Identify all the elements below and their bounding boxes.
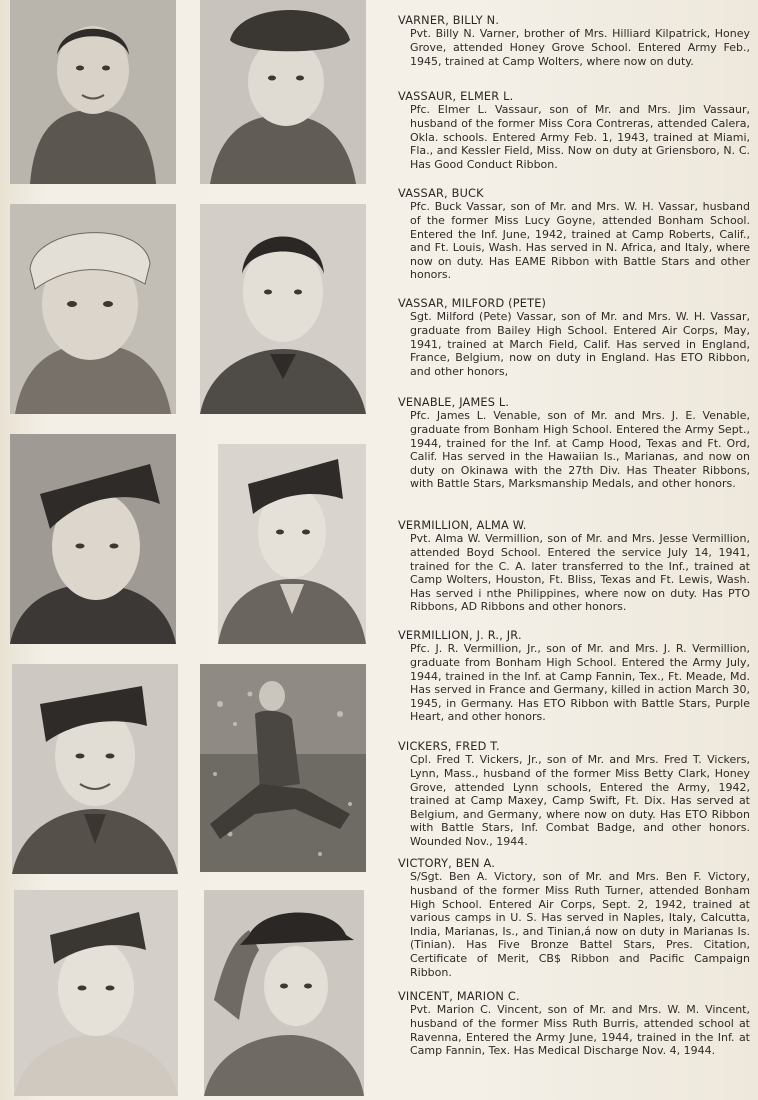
entry-vickers xyxy=(398,740,750,849)
entry-name: VICTORY, BEN A. xyxy=(398,857,495,870)
entry-victory xyxy=(398,857,750,979)
entry-bio: Pfc. James L. Venable, son of Mr. and Mrs. J. E. Venable, graduate from Bonham High School. Entered the Army Sept., 1944, trained for the Inf. at Camp Hood, Texas and Ft. Ord, Calif. Has served in the Hawaiian Is., Marianas, and now on duty on Okinawa with the 27th Div. Has Theater Ribbons, with Battle Stars, Marksmanship Medals, and other honors. xyxy=(410,409,750,491)
entry-bio: Pfc. Elmer L. Vassaur, son of Mr. and Mrs. Jim Vassaur, husband of the former Miss Cora Contreras, attended Calera, Okla. schools. Entered Army Feb. 1, 1943, trained at Miami, Fla., and Kessler Field, Miss. Now on duty at Griensboro, N. C. Has Good Conduct Ribbon. xyxy=(410,103,750,171)
entry-bio: Pvt. Marion C. Vincent, son of Mr. and Mrs. W. M. Vincent, husband of the former Miss Ruth Burris, attended school at Ravenna, Entered the Army June, 1944, trained in the Inf. at Camp Fannin, Tex. Has Medical Discharge Nov. 4, 1944. xyxy=(410,1003,750,1058)
entry-vassar-milford xyxy=(398,297,750,378)
portrait-photo xyxy=(10,204,176,414)
entry-name: VENABLE, JAMES L. xyxy=(398,396,510,409)
portrait-photo xyxy=(200,0,366,184)
entry-vermillion-jr xyxy=(398,629,750,724)
entry-bio: S/Sgt. Ben A. Victory, son of Mr. and Mrs. Ben F. Victory, husband of the former Miss Ruth Turner, attended Bonham High School. Entered Air Corps, Sept. 2, 1942, trained at various camps in U. S. Has served in Naples, Italy, Calcutta, India, Marianas, Is., and Tinian,á now on duty in Marianas Is. (Tinian). Has Five Bronze Battel Stars, Pres. Citation, Certificate of Merit, CB$ Ribbon and Pacific Campaign Ribbon. xyxy=(410,870,750,979)
entry-name: VINCENT, MARION C. xyxy=(398,990,520,1003)
entry-varner xyxy=(398,14,750,68)
entry-name: VERMILLION, J. R., JR. xyxy=(398,629,522,642)
entry-bio: Sgt. Milford (Pete) Vassar, son of Mr. and Mrs. W. H. Vassar, graduate from Bailey High School. Entered Air Corps, May, 1941, trained at March Field, Calif. Has served in England, France, Belgium, now on duty in England. Has ETO Ribbon, and other honors, xyxy=(410,310,750,378)
portrait-photo xyxy=(218,444,366,644)
entry-name: VERMILLION, ALMA W. xyxy=(398,519,527,532)
entry-name: VICKERS, FRED T. xyxy=(398,740,500,753)
entry-vincent xyxy=(398,990,750,1058)
entry-name: VASSAR, BUCK xyxy=(398,187,484,200)
portrait-photo xyxy=(12,664,178,874)
entry-vassaur xyxy=(398,90,750,171)
portrait-photo xyxy=(200,204,366,414)
portrait-photo xyxy=(10,0,176,184)
entry-bio: Pvt. Alma W. Vermillion, son of Mr. and Mrs. Jesse Vermillion, attended Boyd School. Entered the service July 14, 1941, trained for the C. A. later transferred to the Inf., trained at Camp Wolters, Houston, Ft. Bliss, Texas and Ft. Lewis, Wash. Has served i nthe Philippines, where now on duty. Has PTO Ribbons, AD Ribbons and other honors. xyxy=(410,532,750,614)
entry-venable xyxy=(398,396,750,491)
entry-bio: Pfc. J. R. Vermillion, Jr., son of Mr. and Mrs. J. R. Vermillion, graduate from Bonham High School. Entered the Army July, 1944, trained in the Inf. at Camp Fannin, Tex., Ft. Meade, Md. Has served in France and Germany, killed in action March 30, 1945, in Germany. Has ETO Ribbon with Battle Stars, Purple Heart, and other honors. xyxy=(410,642,750,724)
entry-vassar-buck xyxy=(398,187,750,282)
outdoor-photo xyxy=(200,664,366,872)
portrait-photo xyxy=(14,890,178,1096)
entry-bio: Pfc. Buck Vassar, son of Mr. and Mrs. W. H. Vassar, husband of the former Miss Lucy Goyne, attended Bonham School. Entered the Inf. June, 1942, trained at Camp Roberts, Calif., and Ft. Louis, Wash. Has served in N. Africa, and Italy, where now on duty. Has EAME Ribbon with Battle Stars and other honors. xyxy=(410,200,750,282)
entry-vermillion-alma xyxy=(398,519,750,614)
entry-name: VASSAR, MILFORD (PETE) xyxy=(398,297,547,310)
portrait-photo xyxy=(204,890,364,1096)
entry-name: VARNER, BILLY N. xyxy=(398,14,500,27)
portrait-photo xyxy=(10,434,176,644)
entry-bio: Cpl. Fred T. Vickers, Jr., son of Mr. and Mrs. Fred T. Vickers, Lynn, Mass., husband of the former Miss Betty Clark, Honey Grove, attended Lynn schools, Entered the Army, 1942, trained at Camp Maxey, Camp Swift, Ft. Dix. Has served at Belgium, and Germany, where now on duty. Has ETO Ribbon with Battle Stars, Inf. Combat Badge, and other honors. Wounded Nov., 1944. xyxy=(410,753,750,848)
entry-name: VASSAUR, ELMER L. xyxy=(398,90,514,103)
entry-bio: Pvt. Billy N. Varner, brother of Mrs. Hilliard Kilpatrick, Honey Grove, attended Honey Grove School. Entered Army Feb., 1945, trained at Camp Wolters, where now on duty. xyxy=(410,27,750,68)
